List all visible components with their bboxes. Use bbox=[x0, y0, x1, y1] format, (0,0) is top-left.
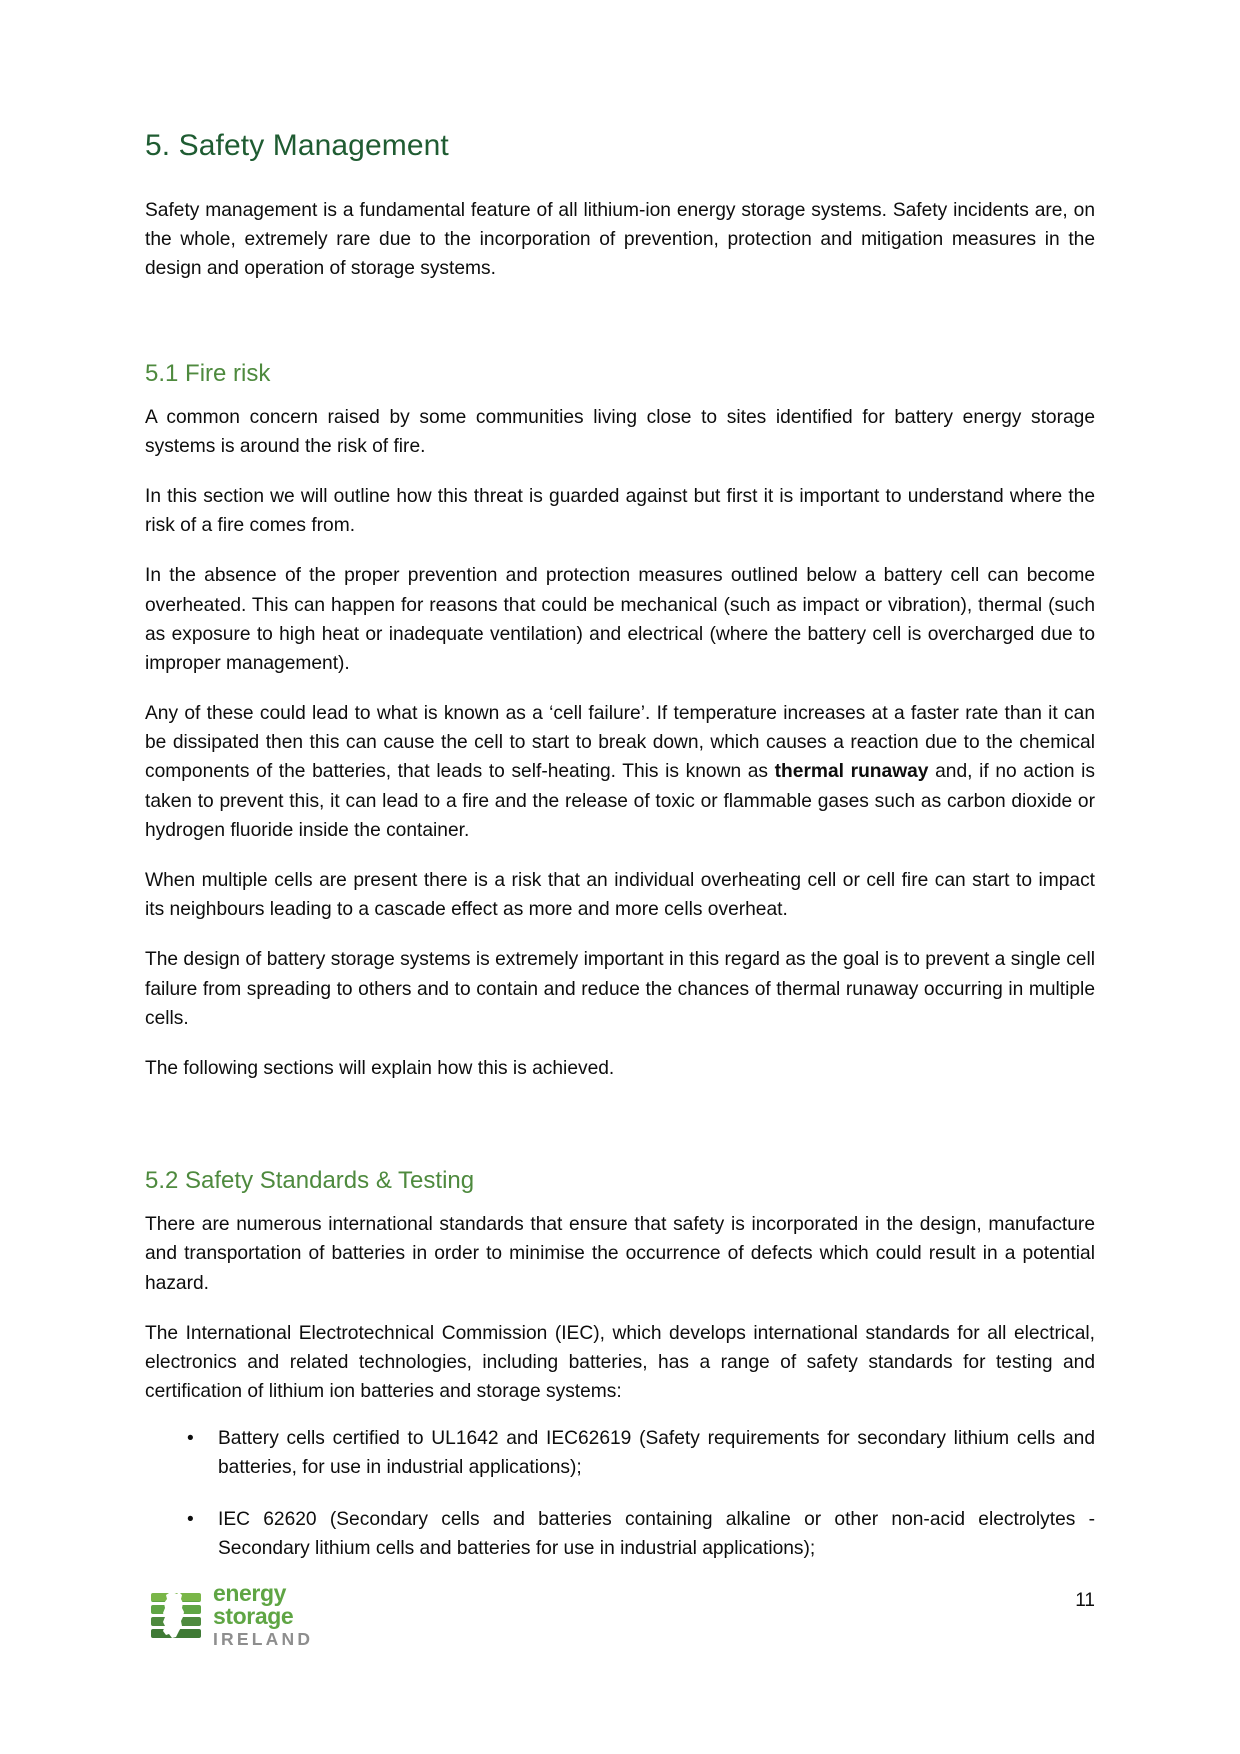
paragraph-fire-risk-4: When multiple cells are present there is a risk that an individual overheating cell or cell fire can start to impact its neighbours leading to a cascade effect as more and more cells overheat. bbox=[145, 870, 1095, 921]
page-number: 11 bbox=[1075, 1590, 1095, 1611]
paragraph-standards-2: The International Electrotechnical Commission (IEC), which develops international standards for all electrical, electronics and related technologies, including batteries, has a range of safety standards for testing and certification of lithium ion batteries and storage systems: bbox=[145, 1322, 1095, 1403]
section-heading-safety-standards: 5.2 Safety Standards & Testing bbox=[145, 1167, 475, 1195]
paragraph-fire-risk-2: In this section we will outline how this threat is guarded against but first it is important to understand where the risk of a fire comes from. bbox=[145, 485, 1095, 537]
intro-paragraph: Safety management is a fundamental feature of all lithium-ion energy storage systems. Safety incidents are, on the whole, extremely rare due to the incorporation of prevention, protection and mitigation measures in the design and operation of storage systems. bbox=[145, 200, 1095, 280]
bullet-icon: • bbox=[187, 1508, 194, 1530]
thermal-runaway-bold-term: thermal runaway bbox=[774, 761, 929, 783]
battery-ireland-logo-icon bbox=[148, 1587, 204, 1643]
thermal-runaway-text-part1: Any of these could lead to what is known as a ‘cell failure’. If temperature increases at a faster rate than it can be dissipated then this can cause the cell to start to break down, which causes a reaction due to the chemical components of the batteries, that leads to self-heating. This is known as bbox=[145, 703, 1095, 783]
paragraph-fire-risk-3: In the absence of the proper prevention and protection measures outlined below a battery cell can become overheated. This can happen for reasons that could be mechanical (such as impact or vibration), thermal (such as exposure to high heat or inadequate ventilation) and electrical (where the battery cell is overcharged due to improper management). bbox=[145, 565, 1095, 674]
section-spacer bbox=[145, 1104, 1095, 1166]
section-heading-fire-risk: 5.1 Fire risk bbox=[145, 359, 271, 387]
logo-wordmark bbox=[213, 1582, 313, 1648]
paragraph-thermal-runaway bbox=[145, 699, 1095, 845]
list-item bbox=[145, 1505, 1095, 1563]
list-item-text: IEC 62620 (Secondary cells and batteries containing alkaline or other non-acid electrolytes - Secondary lithium cells and batteries for use in industrial applications); bbox=[218, 1508, 1095, 1559]
page-content bbox=[145, 128, 1095, 1585]
logo-word-energy: energy bbox=[213, 1580, 287, 1606]
page-title: 5. Safety Management bbox=[145, 129, 449, 162]
paragraph-fire-risk-1: A common concern raised by some communities living close to sites identified for battery energy storage systems is around the risk of fire. bbox=[145, 406, 1095, 457]
logo-word-storage: storage bbox=[213, 1603, 294, 1630]
standards-list bbox=[145, 1424, 1095, 1563]
bullet-icon: • bbox=[187, 1428, 194, 1450]
energy-storage-ireland-logo bbox=[148, 1582, 313, 1648]
list-item-text: Battery cells certified to UL1642 and IEC62619 (Safety requirements for secondary lithium cells and batteries, for use in industrial applications); bbox=[218, 1428, 1095, 1479]
page-footer bbox=[0, 1564, 1240, 1754]
list-item bbox=[145, 1424, 1095, 1482]
paragraph-fire-risk-6: The following sections will explain how this is achieved. bbox=[145, 1057, 615, 1079]
paragraph-standards-1: There are numerous international standards that ensure that safety is incorporated in the design, manufacture and transportation of batteries in order to minimise the occurrence of defects which could result in a potential hazard. bbox=[145, 1214, 1095, 1294]
logo-word-ireland: IRELAND bbox=[213, 1628, 314, 1649]
section-spacer bbox=[145, 305, 1095, 359]
paragraph-fire-risk-5: The design of battery storage systems is extremely important in this regard as the goal is to prevent a single cell failure from spreading to others and to contain and reduce the chances of thermal runaway occurring in multiple cells. bbox=[145, 949, 1095, 1029]
thermal-runaway-text-part2: and, if no action is taken to prevent this, it can lead to a fire and the release of toxic or flammable gases such as carbon dioxide or hydrogen fluoride inside the container. bbox=[145, 761, 1095, 841]
